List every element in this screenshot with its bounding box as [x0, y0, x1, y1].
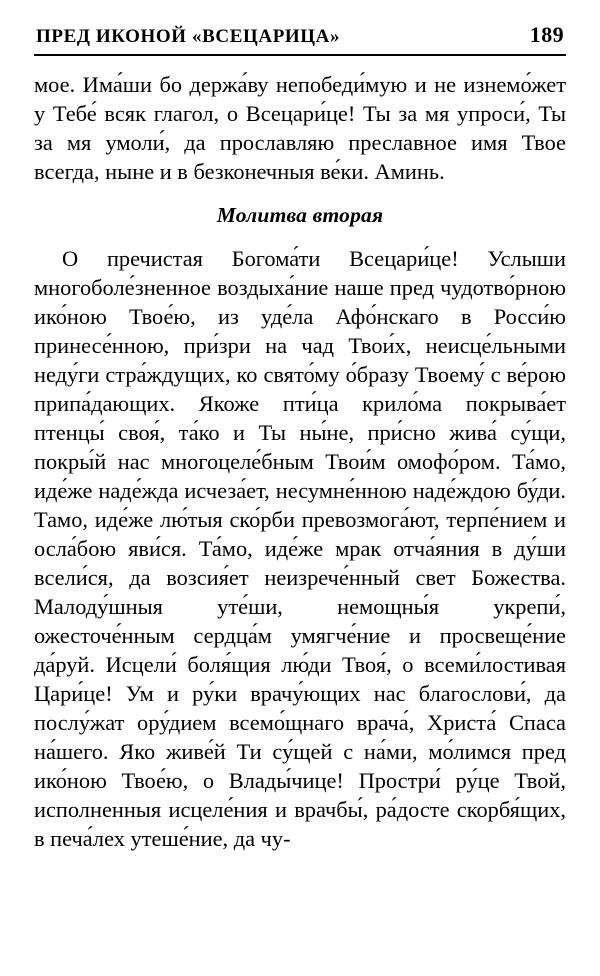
header-divider — [34, 54, 566, 56]
page-number: 189 — [529, 22, 564, 47]
paragraph-continued: мое. Има́ши бо держа́ву непобеди́мую и не изнемо́жет у Тебе́ всяк глагол, о Всецари́це! Ты за мя упроси́, Ты за мя умоли́, да прославляю преславное имя Твое всегда, ныне и в безконечныя ве́ки. Аминь. — [34, 72, 566, 185]
page-body — [34, 70, 566, 853]
running-title: ПРЕД ИКОНОЙ «ВСЕЦАРИЦА» — [36, 26, 341, 47]
prayer-body: О пречистая Богома́ти Всецари́це! Услыши многоболе́зненное воздыха́ние наше пред чудотво́рною ико́ною Твое́ю, из уде́ла Афо́нскаго в Росси́ю принесе́нною, при́зри на чад Твои́х, неисце́льными неду́ги стра́ждущих, ко свято́му о́бразу Твоему́ с ве́рою припа́дающих. Якоже пти́ца крило́ма покрыва́ет птенцы́ своя́, та́ко и Ты ны́не, при́сно жива́ су́щи, покры́й нас многоцеле́бным Твои́м омофо́ром. Та́мо, иде́же наде́жда исчеза́ет, несумне́нною наде́ждою бу́ди. Тамо, иде́же лю́тыя ско́рби превозмога́ют, терпе́нием и осла́бою яви́ся. Та́мо, иде́же мрак отча́яния в ду́ши всели́ся, да возсия́ет неизрече́нный свет Божества. Малоду́шныя уте́ши, немощны́я укрепи́, ожесточе́нным сердца́м умягче́ние и просвеще́ние да́руй. Исцели́ боля́щия лю́ди Твоя́, о всеми́лостивая Цари́це! Ум и ру́ки врачу́ющих нас благослови́, да послу́жат ору́дием всемо́щнаго врача́, Христа́ Спаса на́шего. Яко живе́й Ти су́щей с на́ми, мо́лимся пред ико́ною Твое́ю, о Влады́чице! Простри́ ру́це Твой, исполненныя исцеле́ния и врачбы́, ра́досте скорбя́щих, в печа́лех утеше́ние, да чу- — [34, 245, 566, 852]
section-heading: Молитва вторая — [216, 203, 384, 228]
page-header — [34, 22, 566, 54]
